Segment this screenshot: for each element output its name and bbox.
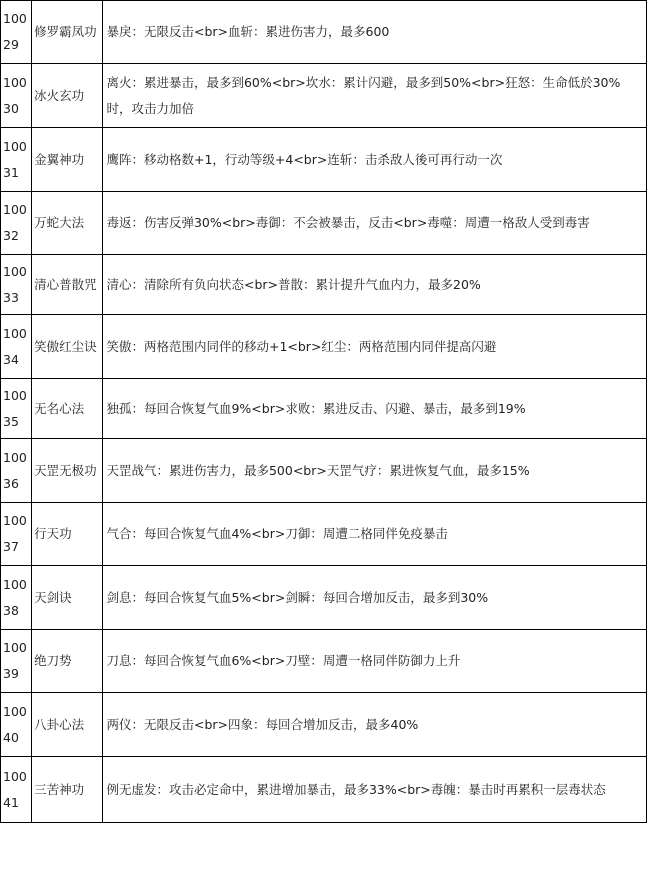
table-row — [1, 64, 647, 128]
skill-name-cell: 冰火玄功 — [32, 64, 103, 128]
skill-name-cell: 万蛇大法 — [32, 192, 103, 255]
skill-name-cell: 无名心法 — [32, 379, 103, 439]
skill-name-cell: 清心普散咒 — [32, 255, 103, 315]
skill-id-cell: 10041 — [1, 757, 32, 823]
skill-name-cell: 金翼神功 — [32, 128, 103, 192]
table-row — [1, 192, 647, 255]
skill-id-cell: 10038 — [1, 566, 32, 630]
table-row — [1, 379, 647, 439]
skill-name-cell: 行天功 — [32, 503, 103, 566]
table-row — [1, 693, 647, 757]
skill-effect-cell: 独孤：每回合恢复气血9%<br>求败：累进反击、闪避、暴击，最多到19% — [103, 379, 647, 439]
skill-id-cell: 10031 — [1, 128, 32, 192]
skill-effect-cell: 刀息：每回合恢复气血6%<br>刀壁：周遭一格同伴防御力上升 — [103, 630, 647, 693]
skill-effect-cell: 暴戾：无限反击<br>血斩：累进伤害力，最多600 — [103, 1, 647, 64]
skill-table-body — [1, 1, 647, 823]
skill-name-cell: 绝刀势 — [32, 630, 103, 693]
table-row — [1, 757, 647, 823]
skill-effect-cell: 两仪：无限反击<br>四象：每回合增加反击，最多40% — [103, 693, 647, 757]
skill-effect-cell: 天罡战气：累进伤害力，最多500<br>天罡气疗：累进恢复气血，最多15% — [103, 439, 647, 503]
skill-id-cell: 10040 — [1, 693, 32, 757]
skill-name-cell: 笑傲红尘诀 — [32, 315, 103, 379]
skill-id-cell: 10036 — [1, 439, 32, 503]
skill-id-cell: 10039 — [1, 630, 32, 693]
skill-id-cell: 10034 — [1, 315, 32, 379]
table-row — [1, 439, 647, 503]
skill-id-cell: 10029 — [1, 1, 32, 64]
table-row — [1, 566, 647, 630]
table-row — [1, 503, 647, 566]
skill-id-cell: 10030 — [1, 64, 32, 128]
table-row — [1, 1, 647, 64]
skill-effect-cell: 例无虚发：攻击必定命中，累进增加暴击，最多33%<br>毒魄：暴击时再累积一层毒状态 — [103, 757, 647, 823]
skill-name-cell: 天剑诀 — [32, 566, 103, 630]
skill-name-cell: 八卦心法 — [32, 693, 103, 757]
skill-id-cell: 10033 — [1, 255, 32, 315]
skill-name-cell: 三苦神功 — [32, 757, 103, 823]
skill-id-cell: 10032 — [1, 192, 32, 255]
skill-effect-cell: 鹰阵：移动格数+1，行动等级+4<br>连斩：击杀敌人後可再行动一次 — [103, 128, 647, 192]
skill-effect-cell: 笑傲：两格范围内同伴的移动+1<br>红尘：两格范围内同伴提高闪避 — [103, 315, 647, 379]
table-row — [1, 315, 647, 379]
skill-effect-cell: 离火：累进暴击，最多到60%<br>坎水：累计闪避，最多到50%<br>狂怒：生命低於30%时，攻击力加倍 — [103, 64, 647, 128]
skill-effect-cell: 清心：清除所有负向状态<br>普散：累计提升气血内力，最多20% — [103, 255, 647, 315]
table-row — [1, 128, 647, 192]
skill-name-cell: 天罡无极功 — [32, 439, 103, 503]
skill-id-cell: 10037 — [1, 503, 32, 566]
skill-effect-cell: 剑息：每回合恢复气血5%<br>剑瞬：每回合增加反击，最多到30% — [103, 566, 647, 630]
skill-effect-cell: 毒返：伤害反弹30%<br>毒御：不会被暴击，反击<br>毒噬：周遭一格敌人受到毒害 — [103, 192, 647, 255]
table-row — [1, 630, 647, 693]
skill-id-cell: 10035 — [1, 379, 32, 439]
skill-effect-cell: 气合：每回合恢复气血4%<br>刀御：周遭二格同伴免疫暴击 — [103, 503, 647, 566]
table-row — [1, 255, 647, 315]
skill-name-cell: 修罗霸凤功 — [32, 1, 103, 64]
